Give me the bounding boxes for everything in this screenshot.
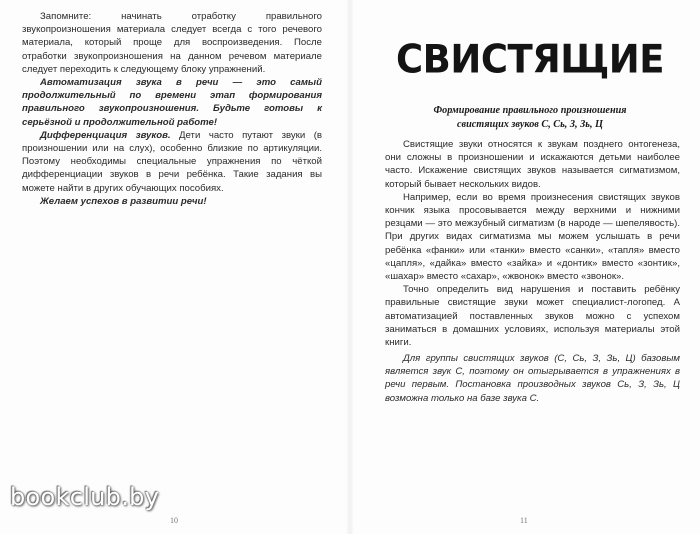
left-paragraph-1 <box>22 10 322 76</box>
text-segment-emphasis: Дифференциация звуков. <box>40 129 171 141</box>
section-heading-line-1: Формирование правильного произношения <box>433 105 627 116</box>
page-number-right: 11 <box>520 516 528 525</box>
right-paragraph-3: Точно определить вид нарушения и поставить ребёнку правильные свистящие звуки может специалист-логопед. А автоматизацией поставленных звуков можно с успехом заниматься в домашних условиях, используя материалы этой книги. <box>385 284 680 349</box>
watermark-logo: bookclub.by <box>10 483 160 511</box>
right-page-note <box>385 352 680 405</box>
left-paragraph-3 <box>22 129 322 195</box>
page-number-left: 10 <box>170 516 178 525</box>
section-heading <box>380 104 680 132</box>
note-text: Для группы свистящих звуков (С, Сь, З, Зь, Ц) базовым является звук С, поэтому он отыгрывается в упражнениях в речи первым. Постановка производных звуков Сь, З, Зь, Ц возможна только на базе звука С. <box>385 353 680 404</box>
right-paragraph-1: Свистящие звуки относятся к звукам позднего онтогенеза, они сложны в произношении и искажаются детьми наиболее часто. Искажение свистящих звуков называется сигматизмом, который бывает нескольких видов. <box>385 139 680 190</box>
text-segment: Желаем успехов в развитии речи! <box>40 195 207 207</box>
right-paragraph-2: Например, если во время произнесения свистящих звуков кончик языка просовывается между верхними и нижними резцами — это межзубный сигматизм (в народе — шепелявость). При других видах сигматизма мы можем услышать в речи ребёнка «фанки» или «танки» вместо «санки», «тапля» вместо «цапля», «дайка» вместо «зайка» и «донтик» вместо «зонтик», «шахар» вместо «сахар», «жвонок» вместо «звонок». <box>385 191 680 283</box>
left-paragraph-2 <box>22 76 322 129</box>
text-segment: Запомните: начинать отработку правильного звукопроизношения материала следует всегда с того речевого материала, который проще для воспроизведения. После отработки звукопроизношения на данном речевом материале следует переходить к следующему блоку упражнений. <box>22 11 322 75</box>
chapter-title: СВИСТЯЩИЕ <box>396 36 664 83</box>
text-segment: Автоматизация звука в речи — это самый продолжительный по времени этап формирования правильного звукопроизношения. Будьте готовы к серьёзной и продолжительной работе! <box>22 77 322 128</box>
section-heading-line-2: свистящих звуков С, Сь, З, Зь, Ц <box>457 119 603 130</box>
page-gutter <box>346 0 354 534</box>
right-page-text <box>385 138 680 349</box>
text-segment: Дети часто путают звуки (в произношении или на слух), особенно близкие по артикуляции. Поэтому необходимы специальные упражнения по чёткой дифференциации звуков в речи ребёнка. Такие задания вы можете найти в других обучающих пособиях. <box>22 129 322 194</box>
left-page-text <box>22 10 322 208</box>
left-paragraph-4 <box>22 195 322 208</box>
